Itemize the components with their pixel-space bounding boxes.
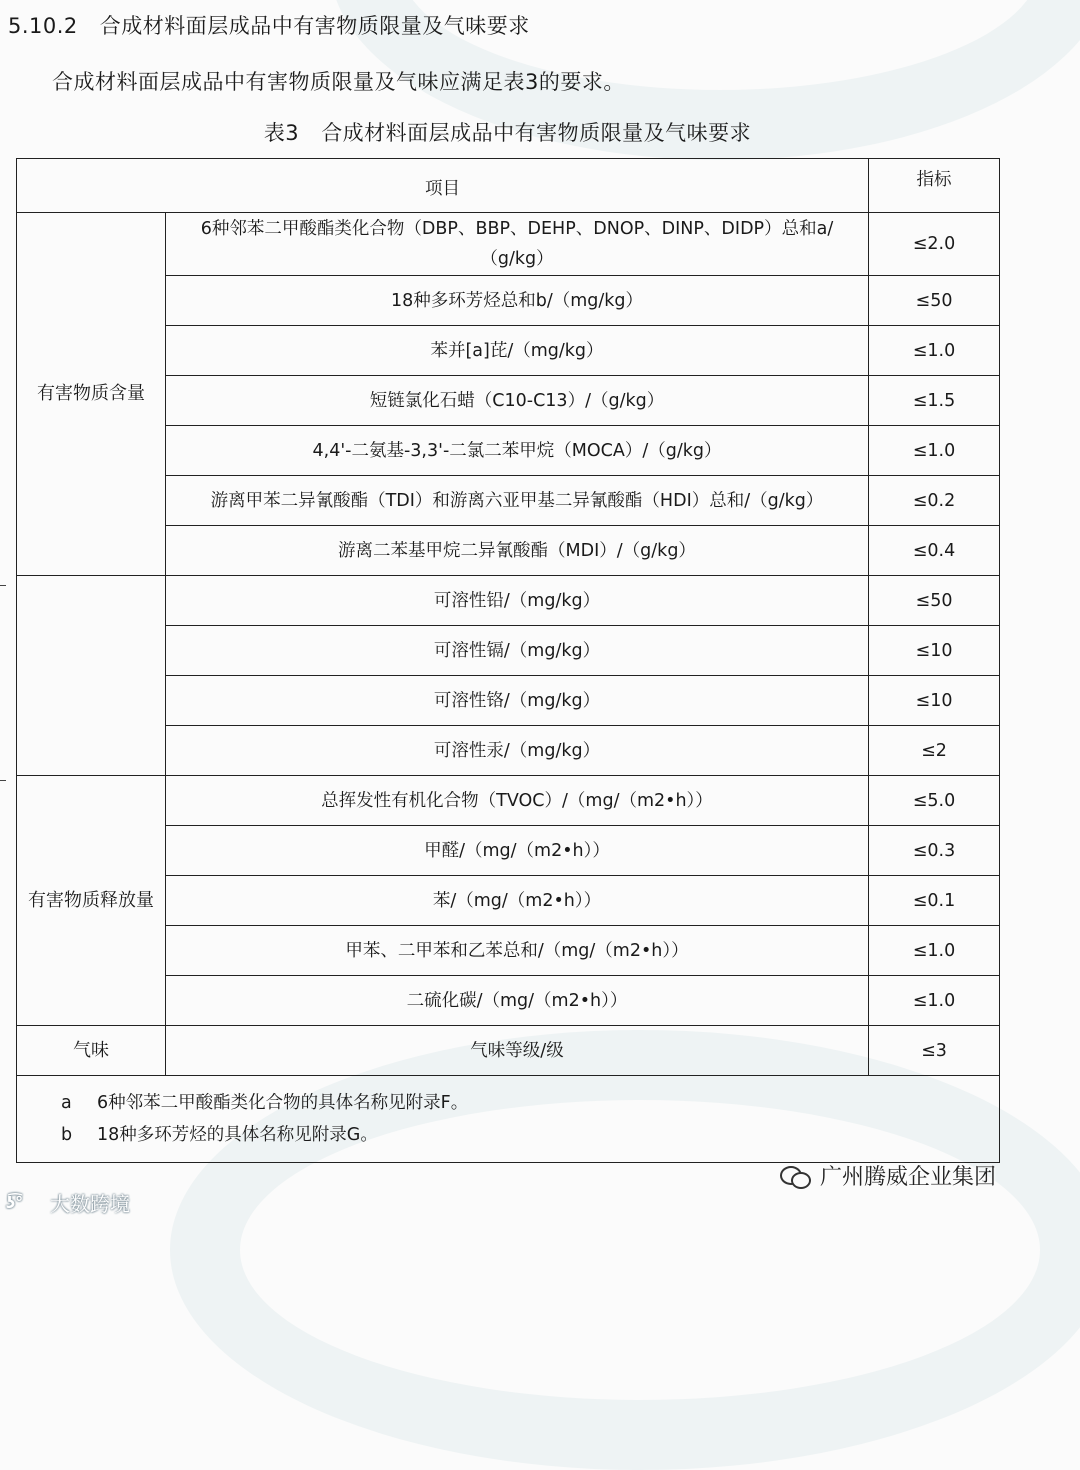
table-header-row [17, 159, 1000, 213]
item-cell: 二硫化碳/（mg/（m2•h）） [166, 976, 869, 1026]
item-cell: 短链氯化石蜡（C10-C13）/（g/kg） [166, 376, 869, 426]
item-cell: 可溶性汞/（mg/kg） [166, 726, 869, 776]
wechat-brand-watermark [780, 1160, 996, 1191]
value-cell: ≤0.1 [869, 876, 1000, 926]
corner-watermark [6, 1188, 130, 1217]
value-cell: ≤50 [869, 276, 1000, 326]
wechat-icon [780, 1164, 814, 1188]
item-cell: 可溶性铬/（mg/kg） [166, 676, 869, 726]
corner-watermark-text: 大数跨境 [50, 1192, 130, 1216]
footnote-text: 18种多环芳烃的具体名称见附录G。 [97, 1125, 378, 1145]
table-row [17, 1026, 1000, 1076]
section-heading [8, 10, 530, 40]
intro-paragraph: 合成材料面层成品中有害物质限量及气味应满足表3的要求。 [52, 70, 625, 94]
category-cell: 气味 [17, 1026, 166, 1076]
margin-tick [0, 585, 6, 586]
table-row [17, 576, 1000, 626]
header-index: 指标 [869, 159, 1000, 213]
table-row [17, 213, 1000, 276]
value-cell: ≤1.0 [869, 976, 1000, 1026]
item-cell: 18种多环芳烃总和b/（mg/kg） [166, 276, 869, 326]
value-cell: ≤1.0 [869, 426, 1000, 476]
table-row [17, 776, 1000, 826]
value-cell: ≤5.0 [869, 776, 1000, 826]
category-cell: 有害物质释放量 [17, 776, 166, 1026]
value-cell: ≤2 [869, 726, 1000, 776]
value-cell: ≤1.0 [869, 326, 1000, 376]
table-caption-number: 表3 [263, 121, 300, 145]
table-notes-row [17, 1076, 1000, 1163]
value-cell: ≤0.2 [869, 476, 1000, 526]
footnote [17, 1087, 999, 1119]
item-cell: 6种邻苯二甲酸酯类化合物（DBP、BBP、DEHP、DNOP、DINP、DIDP）总和a/（g/kg） [166, 213, 869, 276]
footnote-key: a [61, 1093, 72, 1113]
item-cell: 气味等级/级 [166, 1026, 869, 1076]
value-cell: ≤2.0 [869, 213, 1000, 276]
item-cell: 4,4'-二氨基-3,3'-二氯二苯甲烷（MOCA）/（g/kg） [166, 426, 869, 476]
value-cell: ≤1.5 [869, 376, 1000, 426]
value-cell: ≤50 [869, 576, 1000, 626]
value-cell: ≤10 [869, 626, 1000, 676]
item-cell: 可溶性镉/（mg/kg） [166, 626, 869, 676]
value-cell: ≤10 [869, 676, 1000, 726]
footnote [17, 1119, 999, 1151]
section-title: 合成材料面层成品中有害物质限量及气味要求 [99, 14, 530, 38]
table-caption-title: 合成材料面层成品中有害物质限量及气味要求 [321, 121, 752, 145]
item-cell: 总挥发性有机化合物（TVOC）/（mg/（m2•h）） [166, 776, 869, 826]
footnote-key: b [61, 1125, 73, 1145]
table-notes [17, 1076, 1000, 1163]
category-cell [17, 576, 166, 776]
margin-tick [0, 780, 6, 781]
item-cell: 苯/（mg/（m2•h）） [166, 876, 869, 926]
value-cell: ≤1.0 [869, 926, 1000, 976]
brand-logo-icon: ʖ͡° [6, 1192, 24, 1212]
value-cell: ≤3 [869, 1026, 1000, 1076]
item-cell: 苯并[a]芘/（mg/kg） [166, 326, 869, 376]
value-cell: ≤0.3 [869, 826, 1000, 876]
category-cell: 有害物质含量 [17, 213, 166, 576]
table-caption [0, 117, 1015, 147]
item-cell: 游离二苯基甲烷二异氰酸酯（MDI）/（g/kg） [166, 526, 869, 576]
item-cell: 可溶性铅/（mg/kg） [166, 576, 869, 626]
limits-table [16, 158, 1000, 1163]
brand-name: 广州腾威企业集团 [820, 1165, 997, 1190]
section-number: 5.10.2 [8, 14, 78, 38]
header-item: 项目 [17, 159, 869, 213]
footnote-text: 6种邻苯二甲酸酯类化合物的具体名称见附录F。 [97, 1093, 469, 1113]
item-cell: 游离甲苯二异氰酸酯（TDI）和游离六亚甲基二异氰酸酯（HDI）总和/（g/kg） [166, 476, 869, 526]
value-cell: ≤0.4 [869, 526, 1000, 576]
item-cell: 甲醛/（mg/（m2•h）） [166, 826, 869, 876]
item-cell: 甲苯、二甲苯和乙苯总和/（mg/（m2•h）） [166, 926, 869, 976]
